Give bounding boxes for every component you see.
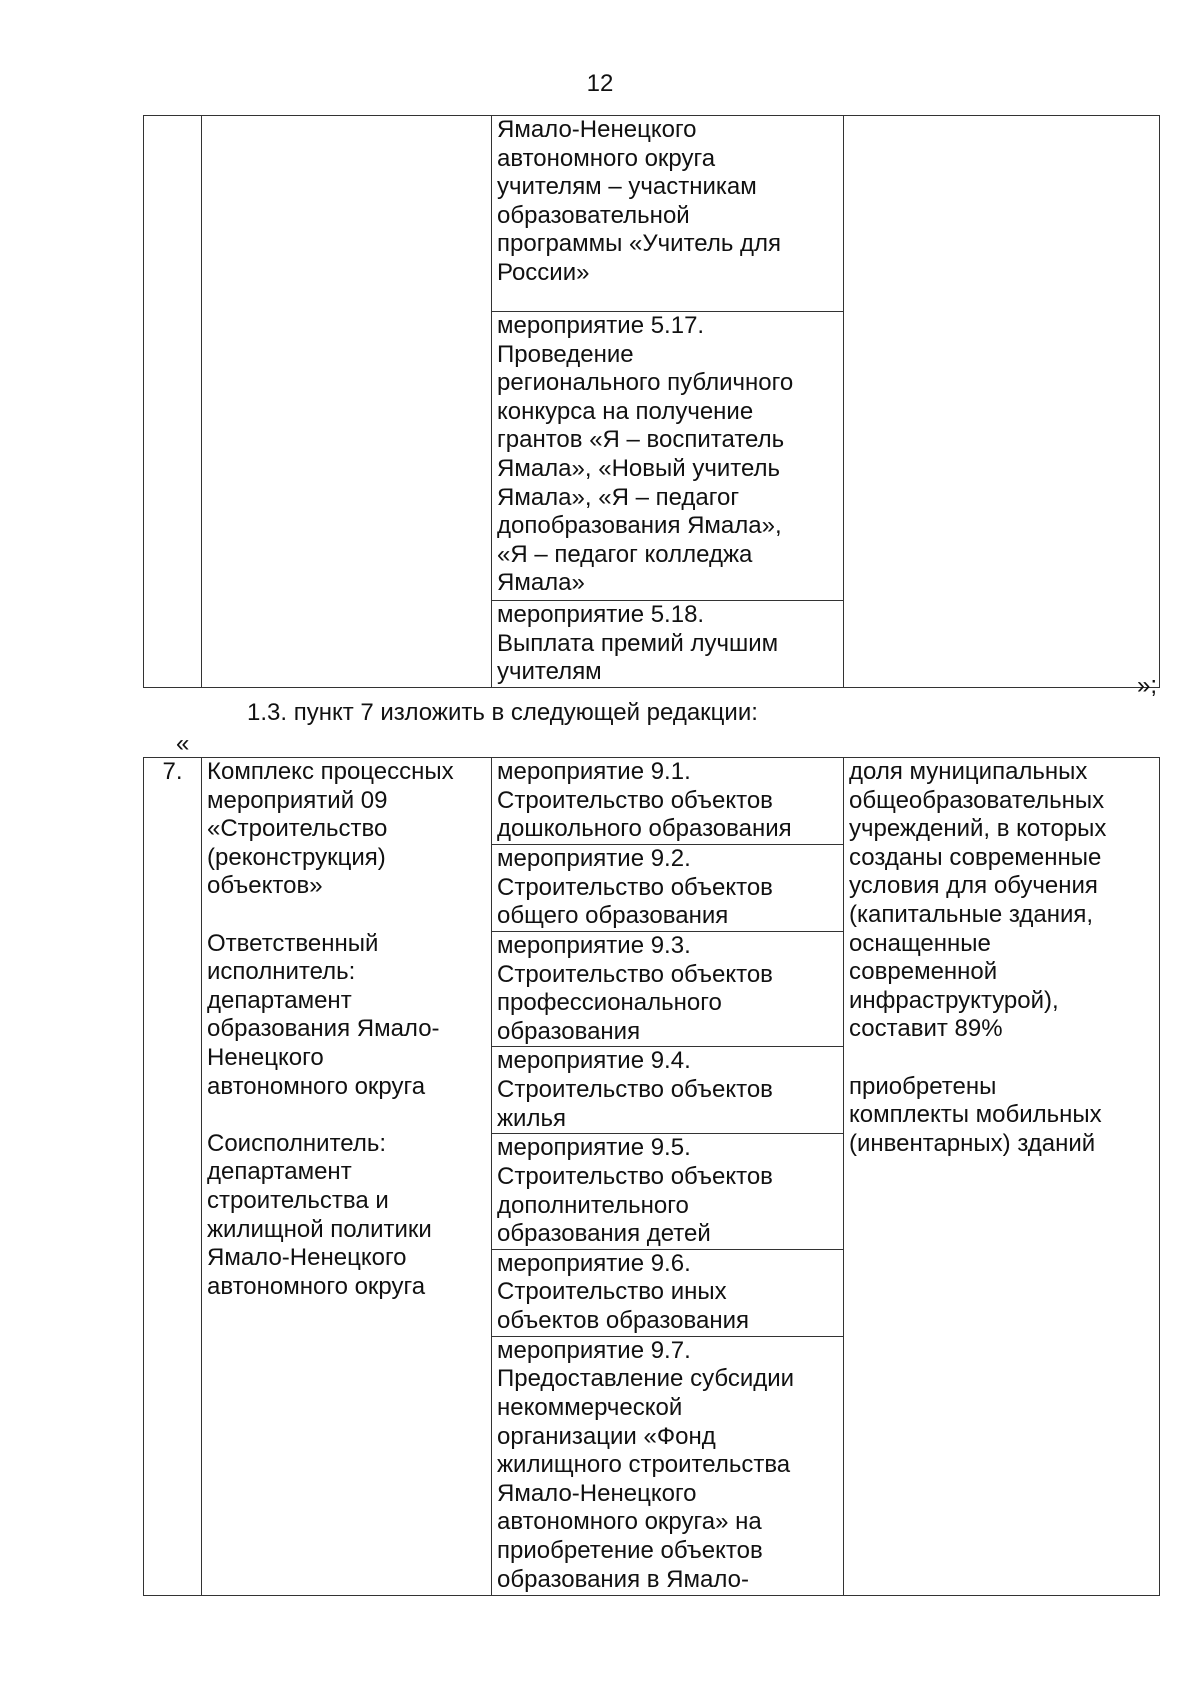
cell-event-9-6: мероприятие 9.6. Строительство иных объектов образования [492, 1249, 844, 1336]
opening-quote-mark: « [176, 730, 190, 757]
table-row [144, 758, 1160, 845]
row-number: 7. [144, 758, 202, 1596]
cell-event-5-18: мероприятие 5.18. Выплата премий лучшим учителям [492, 601, 844, 688]
cell-event-9-5: мероприятие 9.5. Строительство объектов дополнительного образования детей [492, 1134, 844, 1249]
cell-event-5-17: мероприятие 5.17. Проведение регионального публичного конкурса на получение грантов «Я – воспитатель Ямала», «Новый учитель Ямала», «Я – педагог допобразования Ямала», «Я – педагог колледжа Ямала» [492, 312, 844, 601]
closing-quote-mark: »; [1136, 672, 1157, 699]
amendment-text: 1.3. пункт 7 изложить в следующей редакции: [247, 699, 758, 726]
cell-event-9-4: мероприятие 9.4. Строительство объектов жилья [492, 1047, 844, 1134]
cell-number-empty [144, 116, 202, 688]
cell-result-empty [844, 116, 1160, 688]
cell-event-9-7: мероприятие 9.7. Предоставление субсидии некоммерческой организации «Фонд жилищного строительства Ямало-Ненецкого автономного округа» на приобретение объектов образования в Ямало- [492, 1336, 844, 1595]
page-number: 12 [586, 70, 614, 97]
cell-event-9-2: мероприятие 9.2. Строительство объектов общего образования [492, 845, 844, 932]
table-row [144, 116, 1160, 312]
cell-results: доля муниципальных общеобразовательных учреждений, в которых созданы современные условия для обучения (капитальные здания, оснащенные современной инфраструктурой), составит 89% приобретены комплекты мобильных (инвентарных) зданий [844, 758, 1160, 1596]
cell-event-9-1: мероприятие 9.1. Строительство объектов дошкольного образования [492, 758, 844, 845]
cell-complex: Комплекс процессных мероприятий 09 «Строительство (реконструкция) объектов» Ответственный исполнитель: департамент образования Ямало- Ненецкого автономного округа Соисполнитель: департамент строительства и жилищной политики Ямало-Ненецкого автономного округа [202, 758, 492, 1596]
table-point-7 [143, 757, 1160, 1596]
cell-event-9-3: мероприятие 9.3. Строительство объектов профессионального образования [492, 932, 844, 1047]
cell-complex-empty [202, 116, 492, 688]
cell-event-continuation: Ямало-Ненецкого автономного округа учителям – участникам образовательной программы «Учитель для России» [492, 116, 844, 312]
table-continuation [143, 115, 1160, 688]
